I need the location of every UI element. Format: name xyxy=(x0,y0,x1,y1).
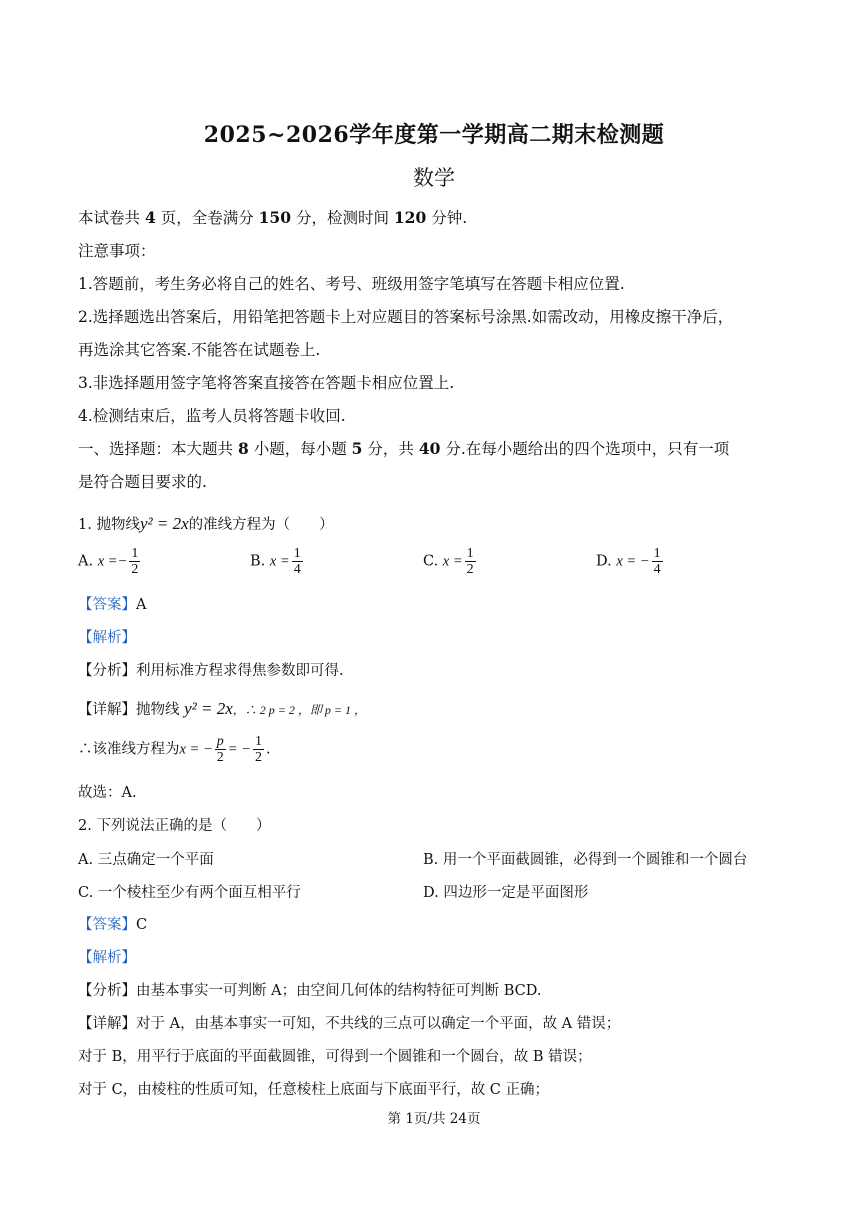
notice-3: 3.非选择题用签字笔将答案直接答在答题卡相应位置上. xyxy=(78,374,455,392)
detail-text: 对于 A，由基本事实一可知，不共线的三点可以确定一个平面，故 A 错误； xyxy=(136,1016,621,1032)
notice-4: 4.检测结束后，监考人员将答题卡收回. xyxy=(78,407,346,425)
detail-text: . xyxy=(265,741,271,758)
intro-text: 页，全卷满分 xyxy=(160,209,254,227)
q2-option-b: B. 用一个平面截圆锥，必得到一个圆锥和一个圆台 xyxy=(423,852,748,868)
question-1-stem xyxy=(78,513,334,536)
option-label: A. xyxy=(78,553,94,570)
numerator: 1 xyxy=(293,546,301,561)
intro-text: 分钟. xyxy=(431,209,468,227)
q1-detail-2 xyxy=(78,734,271,765)
numerator: 1 xyxy=(254,734,262,749)
q1-option-b xyxy=(250,546,305,577)
section-text: 分.在每小题给出的四个选项中，只有一项 xyxy=(445,440,730,458)
q1-choose: 故选：A. xyxy=(78,785,137,801)
q2-fenxi xyxy=(78,980,541,1002)
denominator: 4 xyxy=(293,562,301,577)
equation: y² = 2x xyxy=(184,699,233,718)
numerator: 1 xyxy=(131,546,139,561)
detail-tag: 【详解】 xyxy=(78,702,136,718)
q2-option-c: C. 一个棱柱至少有两个面互相平行 xyxy=(78,885,301,901)
q2-answer xyxy=(78,914,147,936)
fenxi-tag: 【分析】 xyxy=(78,983,136,999)
q1-analysis-tag xyxy=(78,627,136,649)
analysis-tag: 【解析】 xyxy=(78,950,136,966)
question-text: 1. 抛物线 xyxy=(78,517,140,533)
detail-text: ∴该准线方程为 xyxy=(78,741,180,758)
fraction xyxy=(129,546,140,577)
section-text: 小题，每小题 xyxy=(253,440,347,458)
points-each: 5 xyxy=(351,439,363,458)
q1-fenxi xyxy=(78,660,344,682)
notice-2: 2.选择题选出答案后，用铅笔把答题卡上对应题目的答案标号涂黑.如需改动，用橡皮擦干净后， xyxy=(78,308,734,326)
denominator: 2 xyxy=(466,562,474,577)
q2-detail-3: 对于 C，由棱柱的性质可知，任意棱柱上底面与下底面平行，故 C 正确； xyxy=(78,1082,550,1098)
section-heading-cont: 是符合题目要求的. xyxy=(78,473,207,491)
option-label: B. xyxy=(250,553,266,570)
q2-detail xyxy=(78,1013,620,1035)
points-total: 40 xyxy=(418,439,441,458)
option-expression: x =− xyxy=(97,553,128,570)
q1-detail xyxy=(78,698,366,721)
intro-text: 分，检测时间 xyxy=(295,209,389,227)
denominator: 4 xyxy=(653,562,661,577)
q2-option-d: D. 四边形一定是平面图形 xyxy=(423,885,589,901)
denominator: 2 xyxy=(254,750,262,765)
detail-text: ，∴ 2 p = 2 ，即 p = 1 ， xyxy=(232,703,366,717)
q1-option-a xyxy=(78,546,142,577)
fraction xyxy=(465,546,476,577)
notice-2-cont: 再选涂其它答案.不能答在试题卷上. xyxy=(78,341,321,359)
option-expression: x = − xyxy=(616,553,650,570)
fraction xyxy=(292,546,303,577)
q1-option-d xyxy=(596,546,665,577)
notice-1: 1.答题前，考生务必将自己的姓名、考号、班级用签字笔填写在答题卡相应位置. xyxy=(78,275,625,293)
section-text: 分，共 xyxy=(367,440,414,458)
question-2-stem: 2. 下列说法正确的是（ ） xyxy=(78,818,271,834)
page-footer: 第 1页/共 24页 xyxy=(387,1111,481,1127)
denominator: 2 xyxy=(131,562,139,577)
equation: x = − xyxy=(179,741,213,758)
question-count: 8 xyxy=(237,439,249,458)
detail-tag: 【详解】 xyxy=(78,1016,136,1032)
option-expression: x = xyxy=(269,553,290,570)
full-score: 150 xyxy=(258,208,291,227)
section-heading xyxy=(78,438,729,460)
q2-option-a: A. 三点确定一个平面 xyxy=(78,852,214,868)
q1-option-c xyxy=(423,546,478,577)
option-label: C. xyxy=(423,553,439,570)
intro-text: 本试卷共 xyxy=(78,209,141,227)
option-expression: x = xyxy=(442,553,463,570)
fraction xyxy=(253,734,264,765)
answer-tag: 【答案】 xyxy=(78,917,136,933)
exam-title: 2025~2026学年度第一学期高二期末检测题 xyxy=(203,122,665,148)
equation: = − xyxy=(227,741,251,758)
fenxi-text: 由基本事实一可判断 A；由空间几何体的结构特征可判断 BCD. xyxy=(136,983,542,999)
answer-tag: 【答案】 xyxy=(78,597,136,613)
fenxi-tag: 【分析】 xyxy=(78,663,136,679)
question-text: 的准线方程为（ ） xyxy=(188,517,334,533)
notice-title: 注意事项： xyxy=(78,242,156,260)
option-label: D. xyxy=(596,553,612,570)
intro-line xyxy=(78,207,467,229)
fenxi-text: 利用标准方程求得焦参数即可得. xyxy=(136,663,344,679)
exam-time: 120 xyxy=(393,208,427,227)
detail-text: 抛物线 xyxy=(136,702,180,718)
equation: y² = 2x xyxy=(139,514,189,533)
answer-value: C xyxy=(136,917,148,933)
section-text: 一、选择题：本大题共 xyxy=(78,440,234,458)
page-count: 4 xyxy=(144,208,156,227)
q2-analysis-tag xyxy=(78,947,136,969)
numerator: 1 xyxy=(466,546,474,561)
fraction xyxy=(652,546,663,577)
analysis-tag: 【解析】 xyxy=(78,630,136,646)
fraction xyxy=(215,734,226,765)
q2-detail-2: 对于 B，用平行于底面的平面截圆锥，可得到一个圆锥和一个圆台，故 B 错误； xyxy=(78,1049,592,1065)
numerator: 1 xyxy=(653,546,661,561)
denominator: 2 xyxy=(216,750,224,765)
exam-subject: 数学 xyxy=(413,166,455,190)
q1-answer xyxy=(78,594,146,616)
numerator: p xyxy=(216,734,224,749)
answer-value: A xyxy=(136,597,147,613)
